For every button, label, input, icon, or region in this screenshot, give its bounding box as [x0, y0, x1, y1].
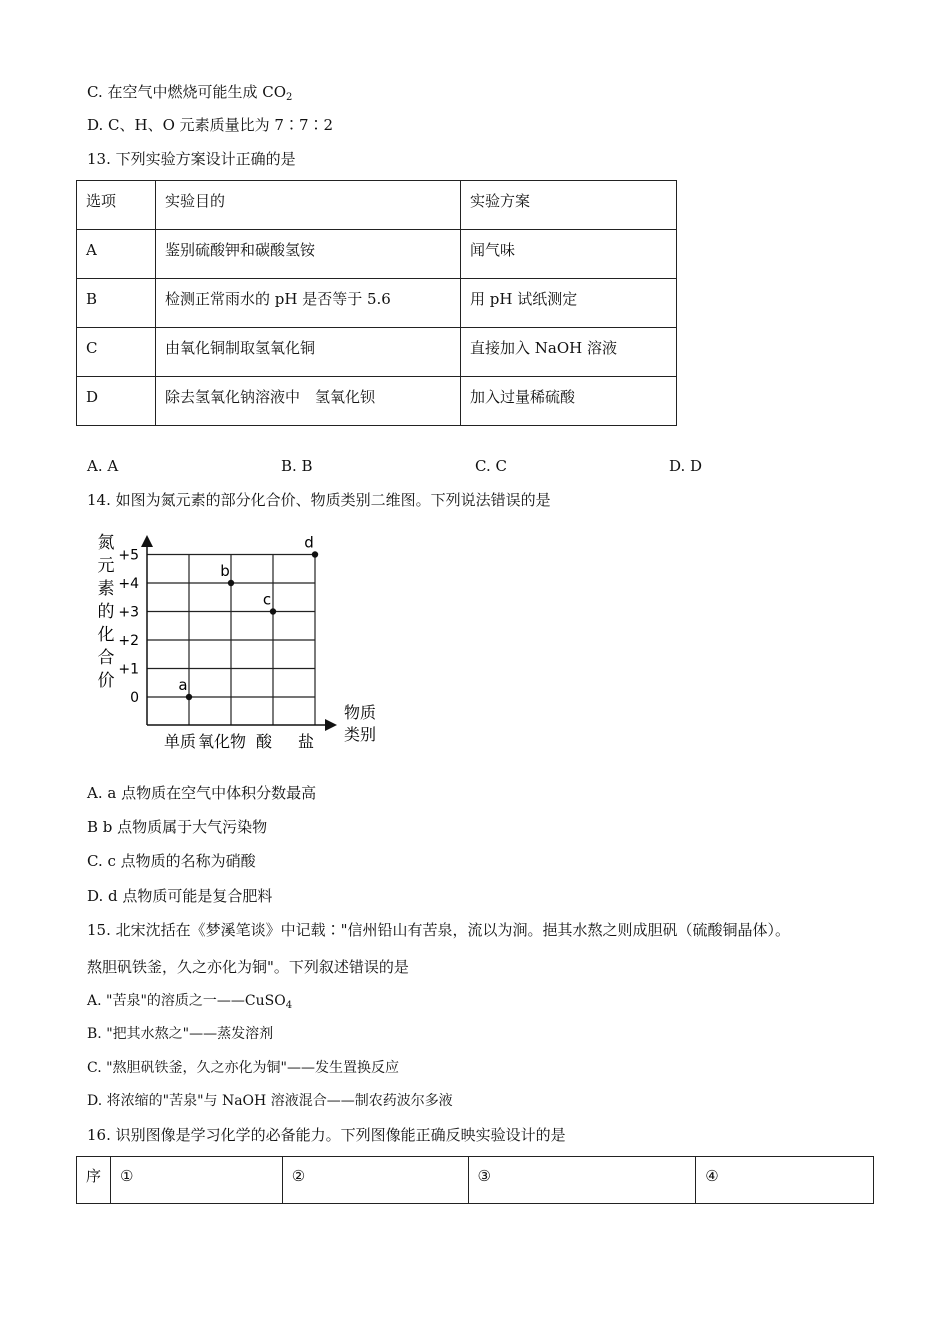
q13-option-d: D. D [669, 457, 703, 475]
table-cell: 鉴别硫酸钾和碳酸氢铵 [156, 230, 461, 279]
table-cell: A [77, 230, 156, 279]
data-point [270, 608, 276, 614]
x-category-label: 盐 [297, 732, 315, 751]
table-cell: 直接加入 NaOH 溶液 [461, 328, 677, 377]
y-tick-label: +3 [118, 604, 139, 621]
q15-option-c: C. "熬胆矾铁釜，久之亦化为铜"——发生置换反应 [87, 1060, 399, 1076]
q12-option-d: D. C、H、O 元素质量比为 7∶7∶2 [87, 116, 334, 134]
data-point-label: d [304, 533, 314, 552]
q12-option-c: C. 在空气中燃烧可能生成 $CO_2$ [87, 83, 293, 103]
header-cell: 实验目的 [156, 181, 461, 230]
table-row [77, 230, 677, 279]
data-point-label: a [178, 676, 188, 694]
q13-table [76, 180, 677, 426]
q13-option-a: A. A [87, 457, 119, 475]
header-cell: ④ [696, 1157, 874, 1204]
y-axis-label-char: 价 [97, 671, 115, 691]
q16-table [76, 1156, 874, 1204]
data-point-label: b [220, 562, 230, 580]
table-header-row [77, 181, 677, 230]
table-cell: 闻气味 [461, 230, 677, 279]
q15-option-a: A. "苦泉"的溶质之一——CuSO$_4$ [87, 993, 293, 1011]
table-cell: 加入过量稀硫酸 [461, 377, 677, 426]
table-header-row [77, 1157, 874, 1204]
q15-stem-line2: 熬胆矾铁釜，久之亦化为铜"。下列叙述错误的是 [87, 958, 409, 976]
header-cell: ③ [468, 1157, 696, 1204]
y-tick-label: +2 [118, 633, 139, 649]
y-axis-label-char: 合 [97, 648, 115, 668]
table-row [77, 328, 677, 377]
y-tick-label: +5 [118, 547, 139, 564]
data-point [186, 694, 192, 700]
table-cell: C [77, 328, 156, 377]
header-cell: 实验方案 [461, 181, 677, 230]
x-category-label: 氧化物 [197, 732, 247, 751]
header-cell: 选项 [77, 181, 156, 230]
q16-stem: 16. 识别图像是学习化学的必备能力。下列图像能正确反映实验设计的是 [87, 1126, 566, 1144]
data-point [228, 580, 234, 586]
q14-stem: 14. 如图为氮元素的部分化合价、物质类别二维图。下列说法错误的是 [87, 491, 551, 509]
header-cell: ① [111, 1157, 283, 1204]
header-cell: 序 [77, 1157, 111, 1204]
table-row [77, 279, 677, 328]
data-point-label: c [262, 590, 272, 609]
table-cell: D [77, 377, 156, 426]
q14-option-d: D. d 点物质可能是复合肥料 [87, 887, 273, 905]
table-row [77, 377, 677, 426]
q15-option-d: D. 将浓缩的"苦泉"与 NaOH 溶液混合——制农药波尔多液 [87, 1093, 453, 1109]
y-tick-label: 0 [130, 690, 139, 706]
data-point [312, 551, 318, 557]
table-cell: 由氧化铜制取氢氧化铜 [156, 328, 461, 377]
x-category-label: 单质 [163, 732, 197, 751]
q14-option-b: B b 点物质属于大气污染物 [87, 818, 268, 836]
y-tick-label: +1 [118, 661, 139, 678]
table-cell: 检测正常雨水的 pH 是否等于 5.6 [156, 279, 461, 328]
y-tick-label: +4 [118, 576, 139, 592]
y-axis-label-char: 的 [97, 602, 115, 622]
q15-option-b: B. "把其水熬之"——蒸发溶剂 [87, 1026, 274, 1042]
x-category-label: 酸 [255, 732, 273, 751]
table-cell: 用 pH 试纸测定 [461, 279, 677, 328]
q15-stem-line1: 15. 北宋沈括在《梦溪笔谈》中记载∶"信州铅山有苦泉，流以为涧。挹其水熬之则成胆矾（硫酸铜晶体）。 [87, 921, 791, 939]
table-cell: 除去氢氧化钠溶液中 氢氧化钡 [156, 377, 461, 426]
q13-option-c: C. C [475, 457, 507, 475]
q13-stem: 13. 下列实验方案设计正确的是 [87, 150, 296, 168]
y-axis-label-char: 氮 [97, 533, 115, 553]
header-cell: ② [282, 1157, 468, 1204]
y-axis-label-char: 化 [97, 625, 115, 645]
y-axis-label-char: 元 [97, 556, 115, 576]
q14-option-a: A. a 点物质在空气中体积分数最高 [87, 784, 317, 802]
table-cell: B [77, 279, 156, 328]
x-axis-label-line1: 物质 [343, 703, 377, 722]
x-axis-label-line2: 类别 [343, 725, 377, 744]
y-axis-label-char: 素 [97, 579, 115, 599]
q14-option-c: C. c 点物质的名称为硝酸 [87, 852, 256, 870]
nitrogen-valence-chart [92, 530, 392, 755]
q13-option-b: B. B [281, 457, 313, 475]
